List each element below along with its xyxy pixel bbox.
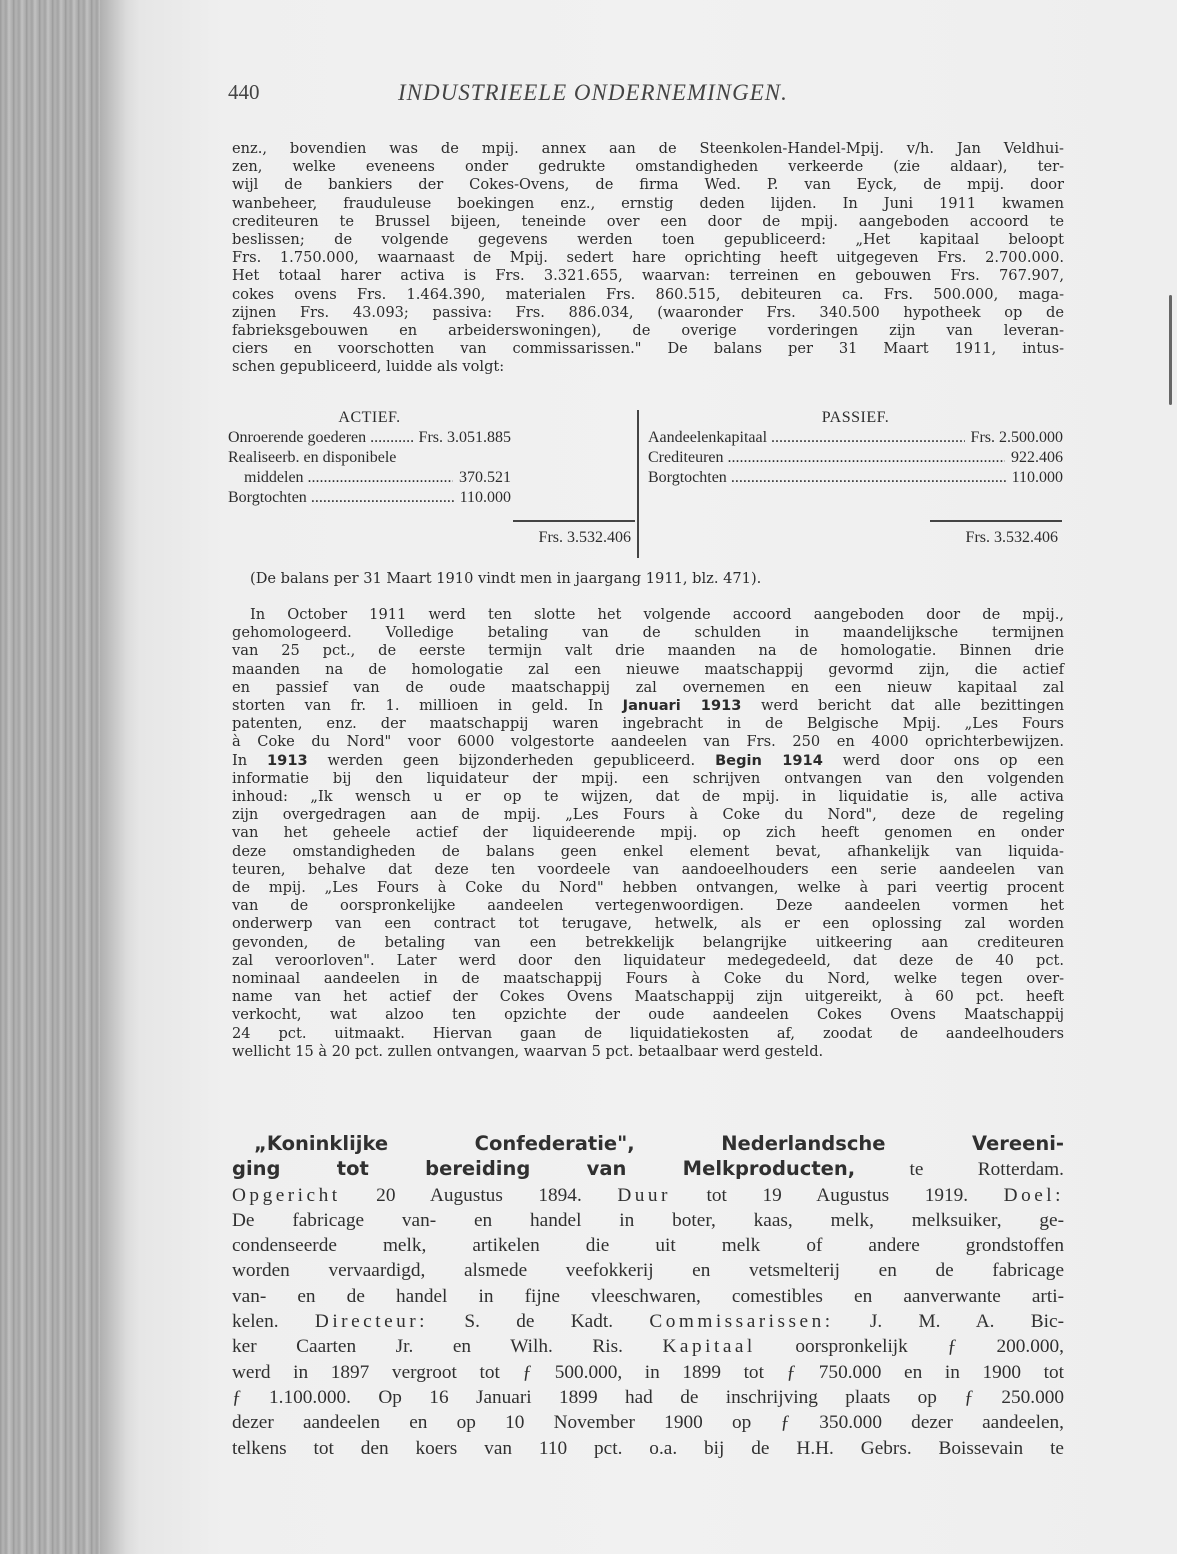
- actief-total: Frs. 3.532.406: [538, 529, 631, 546]
- text-line: gehomologeerd. Volledige betaling van de schulden in maandelijksche termijnen: [232, 624, 1064, 642]
- text-line: [232, 1360, 1064, 1385]
- field-label: Opgericht: [232, 1184, 341, 1206]
- text-line: name van het actief der Cokes Ovens Maatschappij zijn uitgereikt, à 60 pct. heeft: [232, 988, 1064, 1006]
- balance-row-label: middelen .....: [228, 468, 453, 488]
- text-run: ƒ 1.100.000. Op 16 Januari 1899 had de inschrijving plaats op ƒ 250.000: [232, 1386, 1064, 1408]
- text-run: oorspronkelijk ƒ 200.000,: [755, 1336, 1064, 1358]
- balance-sheet-1911: [228, 408, 1068, 558]
- column-divider: [637, 410, 639, 558]
- text-line: zijnen Frs. 43.093; passiva: Frs. 886.034, (waaronder Frs. 340.500 hypotheek op de: [232, 303, 1064, 321]
- running-title: INDUSTRIEELE ONDERNEMINGEN.: [398, 80, 788, 105]
- text-line: van het geheele actief der liquideerende mpij. op zich heeft genomen en onder: [232, 824, 1064, 842]
- text-line: 24 pct. uitmaakt. Hiervan gaan de liquidatiekosten af, zoodat de aandeelhouders: [232, 1024, 1064, 1042]
- text-line: deze omstandigheden de balans geen enkel element bevat, afhankelijk van liquida-: [232, 842, 1064, 860]
- balance-row-label: Realiseerb. en disponibele: [228, 449, 397, 466]
- text-run: telkens tot den koers van 110 pct. o.a. bij de H.H. Gebrs. Boissevain te: [232, 1437, 1064, 1459]
- text-run: werd door ons op een: [822, 751, 1064, 769]
- text-line: fabrieksgebouwen en arbeiderswoningen), de overige vorderingen zijn van leveran-: [232, 322, 1064, 340]
- text-line: informatie bij den liquidateur der mpij. een schrijven ontvangen van den volgenden: [232, 769, 1064, 787]
- text-run: S. de Kadt.: [428, 1311, 650, 1333]
- text-line: [232, 1410, 1064, 1435]
- bold-date: Begin 1914: [715, 751, 823, 769]
- book-page-edges: [0, 0, 112, 1554]
- balance-row: [228, 488, 511, 508]
- passief-column: [648, 408, 1063, 488]
- field-label: Commissarissen:: [649, 1311, 834, 1333]
- text-line: en passief van de oude maatschappij zal overnemen en een nieuw kapitaal zal: [232, 678, 1064, 696]
- balance-row: [228, 448, 511, 468]
- text-line: à Coke du Nord" voor 6000 volgestorte aandeelen van Frs. 250 en 4000 oprichterbewijzen.: [232, 733, 1064, 751]
- text-run: dezer aandeelen en op 10 November 1900 op ƒ 350.000 dezer aandeelen,: [232, 1412, 1064, 1434]
- text-run: ker Caarten Jr. en Wilh. Ris.: [232, 1336, 663, 1358]
- text-line: [232, 1258, 1064, 1283]
- text-line: wijl de bankiers der Cokes-Ovens, de firma Wed. P. van Eyck, de mpij. door: [232, 176, 1064, 194]
- text-run: J. M. A. Bic-: [833, 1311, 1064, 1333]
- field-label: Doel:: [1003, 1184, 1064, 1206]
- text-line: [232, 1385, 1064, 1410]
- text-line: [232, 1208, 1064, 1233]
- bold-date: 1913: [267, 751, 308, 769]
- actief-heading: ACTIEF.: [338, 409, 401, 426]
- text-line: de mpij. „Les Fours à Coke du Nord" hebben ontvangen, welke à pari veertig procent: [232, 879, 1064, 897]
- field-label: Kapitaal: [662, 1336, 756, 1358]
- text-run: werd bericht dat alle bezittingen: [741, 697, 1064, 715]
- text-line: [232, 1334, 1064, 1359]
- balance-row-value: 922.406: [1011, 449, 1063, 466]
- balance-row-value: Frs. 2.500.000: [970, 429, 1063, 446]
- text-line: [232, 1183, 1064, 1208]
- text-line: inhoud: „Ik wensch u er op te wijzen, dat de mpij. in liquidatie is, alle activa: [232, 788, 1064, 806]
- entry-location: te Rotterdam.: [855, 1159, 1064, 1181]
- balance-row-value: 110.000: [459, 489, 511, 506]
- text-run: storten van fr. 1. millioen in geld. In: [232, 697, 623, 715]
- text-line: [232, 697, 1064, 715]
- text-line: crediteuren te Brussel bijeen, teneinde over een door de mpij. aangeboden accoord te: [232, 212, 1064, 230]
- entry-title-continued: [232, 1156, 1064, 1182]
- text-run: In: [232, 751, 268, 769]
- bold-date: Januari 1913: [622, 697, 742, 715]
- text-line: In October 1911 werd ten slotte het volgende accoord aangeboden door de mpij.,: [250, 606, 1064, 623]
- balance-row-value: 370.521: [459, 469, 511, 486]
- text-line: schen gepubliceerd, luidde als volgt:: [232, 358, 505, 376]
- text-run: kelen.: [232, 1311, 315, 1333]
- text-line: teuren, behalve dat deze ten voordeele van aandoeelhouders een serie aandeelen van: [232, 860, 1064, 878]
- actief-column: [228, 408, 511, 508]
- field-label: Duur: [617, 1184, 671, 1206]
- text-run: De fabricage van- en handel in boter, kaas, melk, melksuiker, ge-: [232, 1209, 1064, 1231]
- margin-mark: [1169, 295, 1172, 405]
- text-line: zijn overgedragen aan de mpij. „Les Fours à Coke du Nord", deze de regeling: [232, 806, 1064, 824]
- balance-row-value: [505, 448, 511, 468]
- balance-row-label: Borgtochten .....: [228, 488, 454, 508]
- balance-row-value: 110.000: [1011, 469, 1063, 486]
- balance-row-label: Onroerende goederen .....: [228, 428, 413, 448]
- paragraph-cokes-ovens-intro: [232, 140, 1064, 377]
- gutter-shadow: [100, 0, 145, 1554]
- balance-row: [228, 468, 511, 488]
- balance-row: [648, 468, 1063, 488]
- balance-note: (De balans per 31 Maart 1910 vindt men in jaargang 1911, blz. 471).: [250, 570, 762, 587]
- paragraph-accoord-liquidatie: [232, 606, 1064, 1061]
- passief-total: Frs. 3.532.406: [965, 529, 1058, 546]
- entry-koninklijke-confederatie: [232, 1131, 1064, 1461]
- balance-row-label: Borgtochten .....: [648, 468, 1006, 488]
- passief-total-rule: [930, 520, 1062, 522]
- balance-row: [228, 428, 511, 448]
- entry-title-bold: ging tot bereiding van Melkproducten,: [232, 1157, 856, 1181]
- balance-row-value: Frs. 3.051.885: [418, 429, 511, 446]
- text-line: cokes ovens Frs. 1.464.390, materialen Frs. 860.515, debiteuren ca. Frs. 500.000, maga-: [232, 285, 1064, 303]
- text-line: nominaal aandeelen in de maatschappij Fours à Coke du Nord, welke tegen over-: [232, 970, 1064, 988]
- text-line: ciers en voorschotten van commissarissen." De balans per 31 Maart 1911, intus-: [232, 340, 1064, 358]
- text-line: wellicht 15 à 20 pct. zullen ontvangen, waarvan 5 pct. betaalbaar werd gesteld.: [232, 1042, 824, 1060]
- text-line: van de oorspronkelijke aandeelen vertegenwoordigen. Deze aandeelen vormen het: [232, 897, 1064, 915]
- text-line: enz., bovendien was de mpij. annex aan de Steenkolen-Handel-Mpij. v/h. Jan Veldhui-: [232, 140, 1064, 157]
- text-line: gevonden, de betaling van een betrekkelijk belangrijke uitkeering aan crediteuren: [232, 933, 1064, 951]
- text-run: worden vervaardigd, alsmede veefokkerij en vetsmelterij en de fabricage: [232, 1260, 1064, 1282]
- page-number: 440: [228, 80, 260, 104]
- text-run: werd in 1897 vergroot tot ƒ 500.000, in 1899 tot ƒ 750.000 en in 1900 tot: [232, 1361, 1064, 1383]
- balance-row-label: Crediteuren .....: [648, 448, 1005, 468]
- text-run: 20 Augustus 1894.: [340, 1184, 618, 1206]
- text-line: [232, 1309, 1064, 1334]
- text-line: [232, 1284, 1064, 1309]
- entry-title: „Koninklijke Confederatie", Nederlandsche Vereeni-: [254, 1132, 1064, 1155]
- text-line: Frs. 1.750.000, waarnaast de Mpij. sedert hare oprichting heeft uitgegeven Frs. 2.700.000.: [232, 249, 1064, 267]
- field-label: Directeur:: [314, 1311, 429, 1333]
- running-header: [228, 80, 1063, 114]
- text-run: tot 19 Augustus 1919.: [670, 1184, 1004, 1206]
- text-line: zal veroorloven". Later werd door den liquidateur medegedeeld, dat deze de 40 pct.: [232, 951, 1064, 969]
- actief-total-rule: [513, 520, 635, 522]
- text-line: Het totaal harer activa is Frs. 3.321.655, waarvan: terreinen en gebouwen Frs. 767.907,: [232, 267, 1064, 285]
- balance-row-label: Aandeelenkapitaal .....: [648, 428, 965, 448]
- text-line: wanbeheer, frauduleuse boekingen enz., ernstig deden lijden. In Juni 1911 kwamen: [232, 194, 1064, 212]
- text-line: van 25 pct., de eerste termijn valt drie maanden na de homologatie. Binnen drie: [232, 642, 1064, 660]
- text-line: beslissen; de volgende gegevens werden toen gepubliceerd: „Het kapitaal beloopt: [232, 231, 1064, 249]
- text-run: condenseerde melk, artikelen die uit melk of andere grondstoffen: [232, 1235, 1064, 1257]
- text-line: patenten, enz. der maatschappij waren ingebracht in de Belgische Mpij. „Les Fours: [232, 715, 1064, 733]
- text-line: maanden na de homologatie zal een nieuwe maatschappij gevormd zijn, die actief: [232, 660, 1064, 678]
- text-run: werden geen bijzonderheden gepubliceerd.: [307, 751, 716, 769]
- text-line: onderwerp van een contract tot terugave, hetwelk, als er een oplossing zal worden: [232, 915, 1064, 933]
- text-line: verkocht, wat alzoo ten opzichte der oude aandeelen Cokes Ovens Maatschappij: [232, 1006, 1064, 1024]
- text-line: zen, welke eveneens onder gedrukte omstandigheden verkeerde (zie aldaar), ter-: [232, 158, 1064, 176]
- text-line: [232, 1233, 1064, 1258]
- balance-row: [648, 448, 1063, 468]
- text-line: [232, 752, 1064, 770]
- passief-heading: PASSIEF.: [821, 409, 890, 426]
- balance-row: [648, 428, 1063, 448]
- text-run: van- en de handel in fijne vleeschwaren, comestibles en aanverwante arti-: [232, 1285, 1064, 1307]
- text-line: [232, 1436, 1064, 1461]
